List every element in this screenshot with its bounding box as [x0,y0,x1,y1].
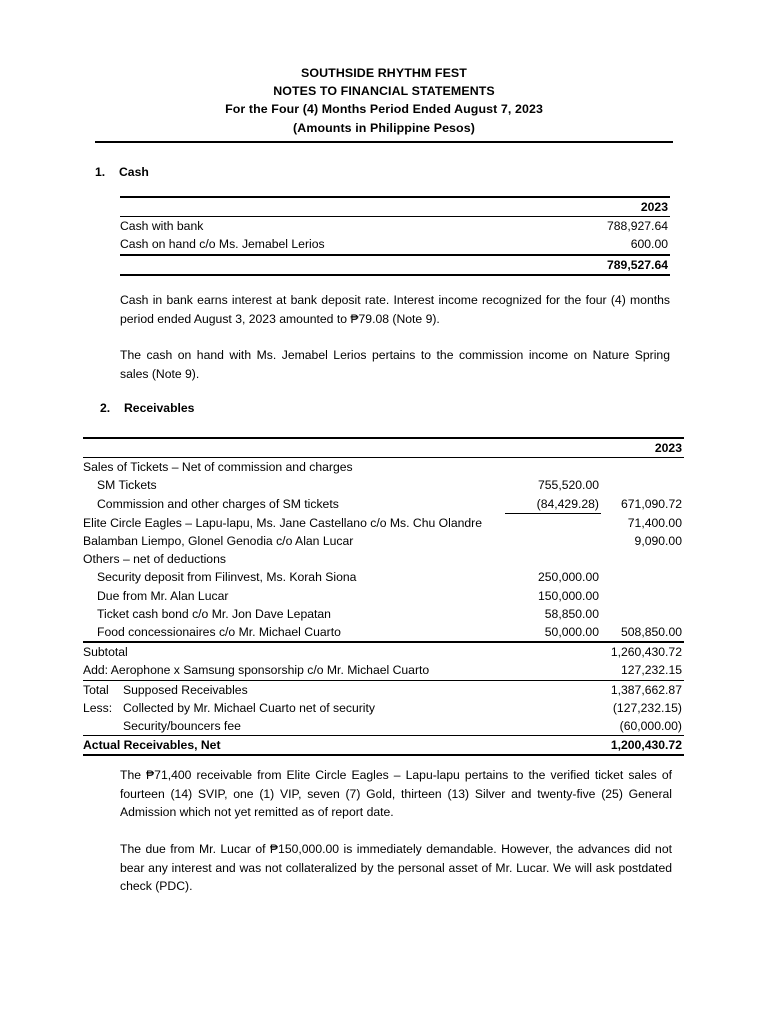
receivables-total-2-col2: (60,000.00) [619,719,682,734]
note-2-heading [100,400,194,416]
receivables-row-9-col1: 50,000.00 [544,625,599,640]
receivables-row-7-col2 [601,587,684,605]
receivables-row-4-col1 [505,532,601,550]
receivables-total-0-prefix: Total [83,680,123,699]
header-period: For the Four (4) Months Period Ended August 7, 2023 [225,102,543,117]
receivables-row-5-col1 [505,550,601,568]
receivables-row-2-col1: (84,429.28) [505,495,601,514]
table-row [120,217,670,236]
receivables-row-0-col2 [601,458,684,477]
cash-row-1-label: Cash on hand c/o Ms. Jemabel Lerios [120,237,325,252]
header-statement-type: NOTES TO FINANCIAL STATEMENTS [273,84,495,99]
cash-row-0-amount: 788,927.64 [540,217,670,236]
cash-header-blank [120,197,540,217]
receivables-row-6-label: Security deposit from Filinvest, Ms. Korah Siona [97,570,357,585]
receivables-row-1-label: SM Tickets [97,478,157,493]
receivables-total-1-label: Collected by Mr. Michael Cuarto net of security [123,700,375,715]
table-row [83,532,684,550]
receivables-row-0-label: Sales of Tickets – Net of commission and charges [83,458,505,477]
cash-table-header-row [120,197,670,217]
header-currency-note: (Amounts in Philippine Pesos) [293,120,475,135]
receivables-net-col2: 1,200,430.72 [601,736,684,756]
receivables-row-0-col1 [505,458,601,477]
receivables-row-6-col2 [601,568,684,586]
cash-row-0-label: Cash with bank [120,217,540,236]
note-1-title: Cash [119,165,149,179]
cash-table [120,196,670,276]
receivables-subtotal-1-col2: 127,232.15 [621,663,682,678]
header-divider [95,141,673,143]
receivables-row-9-label: Food concessionaires c/o Mr. Michael Cuarto [97,625,341,640]
receivables-subtotal-0-label: Subtotal [83,642,505,661]
table-row [83,495,684,514]
receivables-row-6-col1: 250,000.00 [538,570,599,585]
receivables-subtotal-row [83,642,684,661]
receivables-net-col1 [505,736,601,756]
table-row [83,476,684,494]
receivables-subtotal-1-label: Add: Aerophone x Samsung sponsorship c/o Mr. Michael Cuarto [83,663,430,678]
receivables-total-2-col1 [505,717,601,736]
receivables-row-8-label: Ticket cash bond c/o Mr. Jon Dave Lepatan [97,606,331,621]
receivables-row-2-label: Commission and other charges of SM tickets [97,497,339,512]
receivables-total-row [83,680,684,699]
receivables-total-1-prefix: Less: [83,700,113,715]
receivables-total-1-col1 [505,699,601,717]
receivables-row-5-label: Others – net of deductions [83,552,226,567]
note-2-number: 2. [100,401,111,415]
receivables-total-1-col2: (127,232.15) [612,700,682,715]
receivables-header-row [83,438,684,458]
receivables-row-1-col1: 755,520.00 [538,478,599,493]
table-row [83,550,684,568]
receivables-total-2-prefix [83,717,123,736]
table-row [83,623,684,642]
receivables-total-0-col2: 1,387,662.87 [601,680,684,699]
receivables-paragraph-1: The ₱71,400 receivable from Elite Circle Eagles – Lapu-lapu pertains to the verified ticket sales of fourteen (14) SVIP, one (1) VIP, seven (7) Gold, thirteen (13) Silver and twenty-five (25) General Admission which not yet remitted as of report date. [120,768,672,820]
receivables-subtotal-1-col1 [505,661,601,680]
table-row [83,587,684,605]
receivables-row-7-col1: 150,000.00 [538,588,599,603]
receivables-row-7-label: Due from Mr. Alan Lucar [97,588,229,603]
table-row [83,699,684,717]
receivables-year-header: 2023 [601,438,684,458]
document-header [95,64,673,137]
receivables-row-3-col1 [505,513,601,532]
table-row [83,458,684,477]
receivables-subtotal-0-col1 [505,642,601,661]
table-row [83,605,684,623]
receivables-row-8-col2 [601,605,684,623]
cash-paragraph-1: Cash in bank earns interest at bank deposit rate. Interest income recognized for the four (4) months period ended August 3, 2023 amounted to ₱79.08 (Note 9). [120,293,670,326]
header-entity-name: SOUTHSIDE RHYTHM FEST [301,66,467,80]
table-row [83,661,684,680]
receivables-row-3-label: Elite Circle Eagles – Lapu-lapu, Ms. Jane Castellano c/o Ms. Chu Olandre [83,515,482,530]
receivables-net-label: Actual Receivables, Net [83,736,505,756]
receivables-header-blank-2 [123,438,505,458]
receivables-table [83,437,684,756]
receivables-row-3-col2: 71,400.00 [627,515,682,530]
note-1-number: 1. [95,165,106,179]
receivables-total-0-col1 [505,680,601,699]
note-2-title: Receivables [124,401,195,415]
cash-total-amount: 789,527.64 [540,255,670,275]
receivables-paragraph-2: The due from Mr. Lucar of ₱150,000.00 is immediately demandable. However, the advances did not bear any interest and was not collateralized by the personal asset of Mr. Lucar. We will ask postdated check (PDC). [120,842,672,894]
table-row [83,568,684,586]
cash-paragraph-2: The cash on hand with Ms. Jemabel Lerios pertains to the commission income on Nature Spring sales (Note 9). [120,348,670,381]
receivables-row-5-col2 [601,550,684,568]
receivables-row-1-col2 [601,476,684,494]
receivables-row-4-label: Balamban Liempo, Glonel Genodia c/o Alan Lucar [83,534,354,548]
cash-row-1-amount: 600.00 [630,237,668,252]
table-row [83,717,684,736]
receivables-row-9-col2: 508,850.00 [621,625,682,640]
table-row [120,235,670,254]
receivables-row-2-col2: 671,090.72 [621,497,682,512]
receivables-header-blank-3 [505,438,601,458]
cash-total-blank [120,255,540,275]
receivables-total-0-label: Supposed Receivables [123,680,505,699]
cash-total-row [120,255,670,275]
receivables-header-blank-1 [83,438,123,458]
note-1-heading [95,164,149,180]
receivables-total-2-label: Security/bouncers fee [123,719,241,734]
receivables-row-8-col1: 58,850.00 [544,606,599,621]
cash-year-header: 2023 [540,197,670,217]
receivables-subtotal-0-col2: 1,260,430.72 [601,642,684,661]
table-row [83,513,684,532]
receivables-net-row [83,736,684,756]
receivables-row-4-col2: 9,090.00 [634,534,682,548]
